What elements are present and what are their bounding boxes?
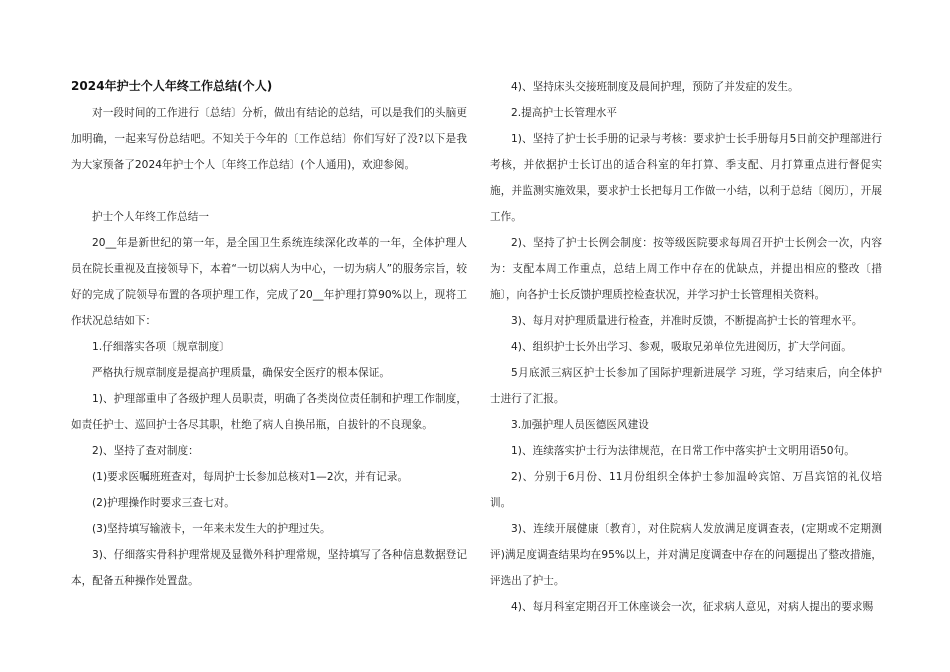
list-item: 3)、仔细落实骨科护理常规及显微外科护理常规，坚持填写了各种信息数据登记本，配备五种操作处置盘。: [71, 549, 467, 587]
intro-paragraph: 对一段时间的工作进行〔总结〕分析，做出有结论的总结，可以是我们的头脑更加明确，一起来写份总结吧。不知关于今年的〔工作总结〕你们写好了没?以下是我为大家预备了2024年护士个人〔年终工作总结〕(个人通用)，欢迎参阅。: [71, 107, 467, 171]
list-item: 4)、组织护士长外出学习、参观，吸取兄弟单位先进阅历，扩大学问面。: [511, 341, 852, 353]
body-paragraph: 严格执行规章制度是提高护理质量，确保安全医疗的根本保证。: [92, 367, 391, 379]
list-item: 2)、坚持了护士长例会制度：按等级医院要求每周召开护士长例会一次，内容为：支配本周工作重点，总结上周工作中存在的优缺点，并提出相应的整改〔措施〕，向各护士长反馈护理质控检查状况，并学习护士长管理相关资料。: [490, 237, 882, 301]
list-item: (3)坚持填写输液卡，一年来未发生大的护理过失。: [92, 523, 331, 535]
body-paragraph: 20__年是新世纪的第一年，是全国卫生系统连续深化改革的一年，全体护理人员在院长重视及直接领导下，本着“一切以病人为中心，一切为病人”的服务宗旨，较好的完成了院领导布置的各项护理工作，完成了20__年护理打算90%以上，现将工作状况总结如下：: [71, 237, 467, 327]
list-item: 2)、分别于6月份、11月份组织全体护士参加温岭宾馆、万昌宾馆的礼仪培训。: [490, 471, 882, 509]
list-item: 1)、连续落实护士行为法律规范，在日常工作中落实护士文明用语50句。: [511, 445, 855, 457]
body-paragraph: 5月底派三病区护士长参加了国际护理新进展学 习班，学习结束后，向全体护士进行了汇报。: [490, 367, 882, 405]
section-heading: 3.加强护理人员医德医风建设: [511, 419, 649, 431]
list-item: 1)、坚持了护士长手册的记录与考核：要求护士长手册每月5日前交护理部进行考核，并依据护士长订出的适合科室的年打算、季支配、月打算重点进行督促实施，并监测实施效果，要求护士长把每月工作做一小结，以利于总结〔阅历〕，开展工作。: [490, 133, 882, 223]
list-item: 3)、连续开展健康〔教育〕，对住院病人发放满足度调查表，(定期或不定期测评)满足度调查结果均在95%以上，并对满足度调查中存在的问题提出了整改措施，评选出了护士。: [490, 523, 882, 587]
document-title: 2024年护士个人年终工作总结(个人): [71, 79, 273, 93]
section-heading-summary-one: 护士个人年终工作总结一: [92, 211, 210, 223]
list-item: 4)、坚持床头交接班制度及晨间护理，预防了并发症的发生。: [511, 81, 799, 93]
list-item: (2)护理操作时要求三查七对。: [92, 497, 235, 509]
section-heading: 1.仔细落实各项〔规章制度〕: [92, 341, 230, 353]
list-item: 3)、每月对护理质量进行检查，并准时反馈，不断提高护士长的管理水平。: [511, 315, 863, 327]
left-column: [71, 74, 467, 594]
list-item: 4)、每月科室定期召开工休座谈会一次，征求病人意见，对病人提出的要求赐: [511, 601, 874, 613]
list-item: 2)、坚持了查对制度：: [92, 445, 199, 457]
list-item: (1)要求医嘱班班查对，每周护士长参加总核对1—2次，并有记录。: [92, 471, 409, 483]
list-item: 1)、护理部重申了各级护理人员职责，明确了各类岗位责任制和护理工作制度，如责任护士、巡回护士各尽其职，杜绝了病人自换吊瓶，自拔针的不良现象。: [71, 393, 467, 431]
right-column: [490, 74, 882, 620]
section-heading: 2.提高护士长管理水平: [511, 107, 618, 119]
paragraph-gap: [71, 178, 467, 204]
